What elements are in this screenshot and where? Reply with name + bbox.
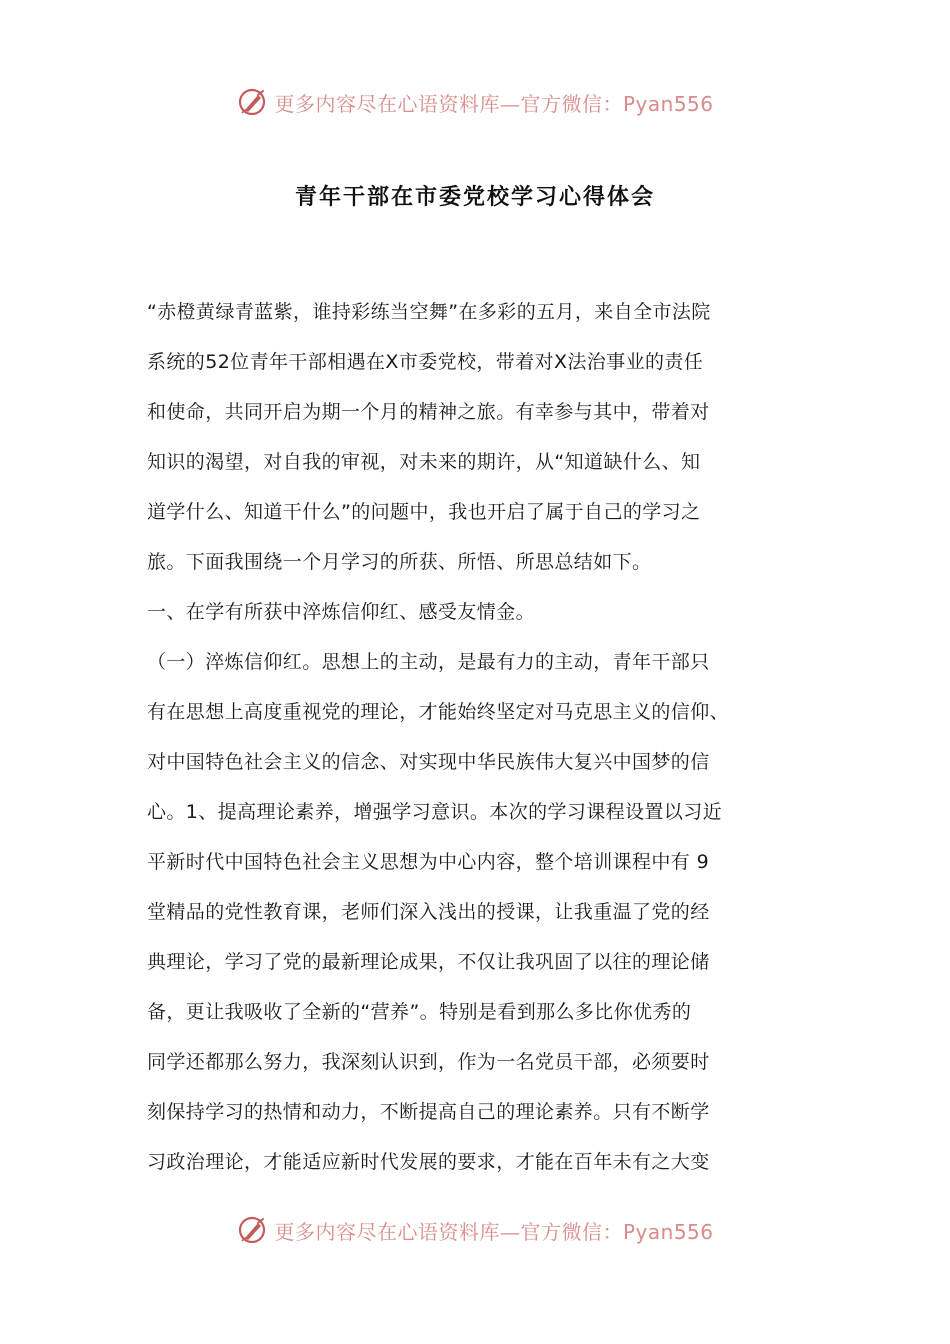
watermark-handle: Pyan556 (622, 91, 714, 116)
document-title: 青年干部在市委党校学习心得体会 (294, 185, 655, 210)
body-line: 道学什么、知道干什么”的问题中，我也开启了属于自己的学习之 (147, 501, 701, 523)
watermark-text: 更多内容尽在心语资料库—官方微信： (274, 91, 623, 116)
watermark-text: 更多内容尽在心语资料库—官方微信： (274, 1219, 623, 1244)
body-line: 和使命，共同开启为期一个月的精神之旅。有幸参与其中，带着对 (147, 401, 710, 423)
body-line: 备，更让我吸收了全新的“营养”。特别是看到那么多比你优秀的 (147, 1001, 692, 1023)
footer-watermark (0, 1210, 950, 1250)
body-line: 同学还都那么努力，我深刻认识到，作为一名党员干部，必须要时 (147, 1051, 710, 1073)
document-body (147, 292, 807, 1192)
body-line: （一）淬炼信仰红。思想上的主动，是最有力的主动，青年干部只 (147, 651, 710, 673)
body-line: 习政治理论，才能适应新时代发展的要求，才能在百年未有之大变 (147, 1151, 710, 1173)
body-line: 对中国特色社会主义的信念、对实现中华民族伟大复兴中国梦的信 (147, 751, 710, 773)
body-line: 旅。下面我围绕一个月学习的所获、所悟、所思总结如下。 (147, 551, 652, 573)
body-line: “赤橙黄绿青蓝紫，谁持彩练当空舞”在多彩的五月，来自全市法院 (147, 301, 711, 323)
body-line: 堂精品的党性教育课，老师们深入浅出的授课，让我重温了党的经 (147, 901, 710, 923)
body-line: 知识的渴望，对自我的审视，对未来的期许，从“知道缺什么、知 (147, 451, 701, 473)
body-line: 刻保持学习的热情和动力，不断提高自己的理论素养。只有不断学 (147, 1101, 710, 1123)
pen-nib-circle-icon (236, 86, 268, 118)
watermark-handle: Pyan556 (622, 1219, 714, 1244)
body-line: 平新时代中国特色社会主义思想为中心内容，整个培训课程中有 9 (147, 851, 710, 873)
body-line: 有在思想上高度重视党的理论，才能始终坚定对马克思主义的信仰、 (147, 701, 730, 723)
body-line: 系统的52位青年干部相遇在X市委党校，带着对X法治事业的责任 (147, 351, 704, 373)
section-heading: 一、在学有所获中淬炼信仰红、感受友情金。 (147, 601, 536, 623)
body-line: 心。1、提高理论素养，增强学习意识。本次的学习课程设置以习近 (147, 801, 723, 823)
pen-nib-circle-icon (236, 1214, 268, 1246)
header-watermark (0, 82, 950, 122)
body-line: 典理论，学习了党的最新理论成果，不仅让我巩固了以往的理论储 (147, 951, 710, 973)
